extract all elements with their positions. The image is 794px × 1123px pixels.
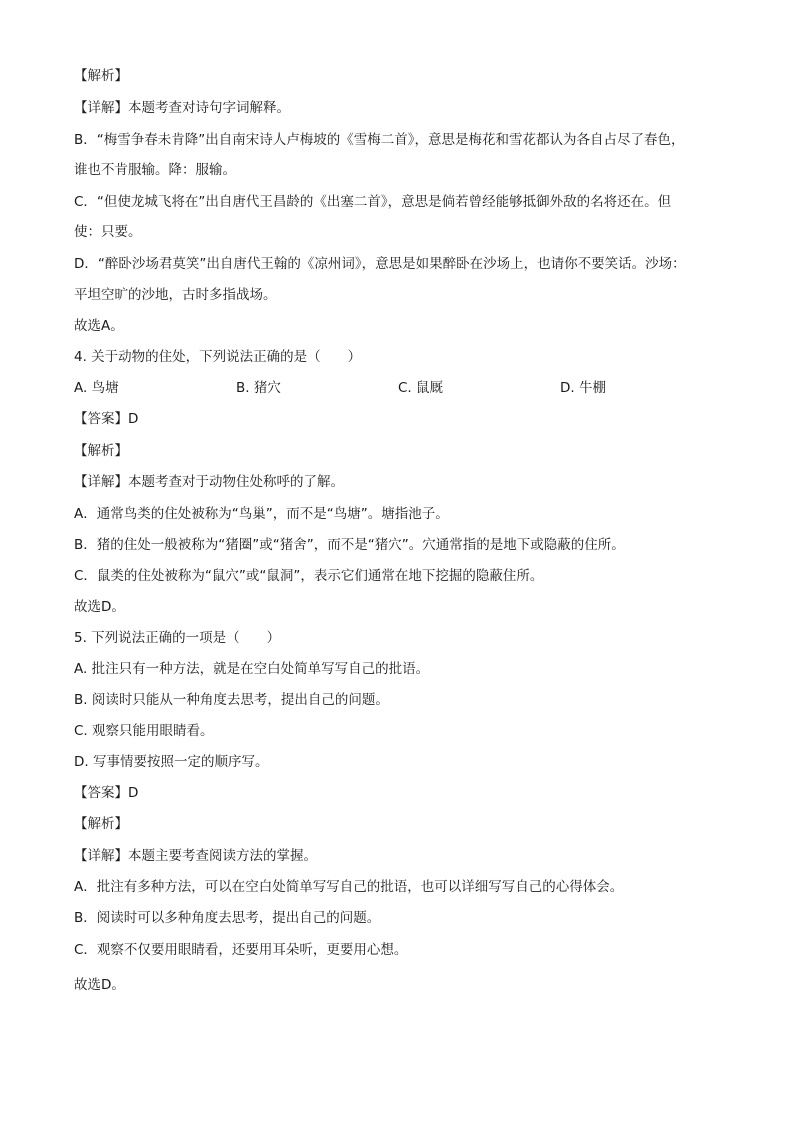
q3-option-b-explanation-1: B．“梅雪争春未肯降”出自南宋诗人卢梅坡的《雪梅二首》，意思是梅花和雪花都认为各自占尽了春色， [74, 132, 685, 148]
q4-stem: 4. 关于动物的住处，下列说法正确的是（ ） [74, 349, 362, 365]
q3-option-d-explanation-2: 平坦空旷的沙地，古时多指战场。 [74, 287, 277, 303]
q3-analysis-label: 【解析】 [74, 68, 128, 84]
q5-option-a-explanation: A．批注有多种方法，可以在空白处简单写写自己的批语，也可以详细写写自己的心得体会。 [74, 879, 624, 895]
q3-option-c-explanation-2: 使：只要。 [74, 224, 142, 240]
q3-detail: 【详解】本题考查对诗句字词解释。 [74, 100, 290, 116]
q5-option-b: B. 阅读时只能从一种角度去思考，提出自己的问题。 [74, 692, 389, 708]
q5-option-a: A. 批注只有一种方法，就是在空白处简单写写自己的批语。 [74, 661, 430, 677]
q4-analysis-label: 【解析】 [74, 443, 128, 459]
q5-option-c: C. 观察只能用眼睛看。 [74, 723, 214, 739]
q3-option-c-explanation-1: C．“但使龙城飞将在”出自唐代王昌龄的《出塞二首》，意思是倘若曾经能够抵御外敌的名将还在。但 [74, 194, 672, 210]
q5-detail: 【详解】本题主要考查阅读方法的掌握。 [74, 848, 317, 864]
q5-stem: 5. 下列说法正确的一项是（ ） [74, 630, 281, 646]
q4-option-c-explanation: C．鼠类的住处被称为“鼠穴”或“鼠洞”，表示它们通常在地下挖掘的隐蔽住所。 [74, 568, 544, 584]
q3-conclusion: 故选A。 [74, 318, 124, 334]
q5-analysis-label: 【解析】 [74, 816, 128, 832]
q5-answer: 【答案】D [74, 785, 139, 801]
q4-option-b-explanation: B．猪的住处一般被称为“猪圈”或“猪舍”，而不是“猪穴”。穴通常指的是地下或隐蔽的住所。 [74, 537, 625, 553]
q5-option-c-explanation: C．观察不仅要用眼睛看，还要用耳朵听，更要用心想。 [74, 942, 408, 958]
q4-answer: 【答案】D [74, 411, 139, 427]
q4-option-b: B. 猪穴 [236, 380, 281, 396]
q5-option-b-explanation: B．阅读时可以多种角度去思考，提出自己的问题。 [74, 910, 381, 926]
q4-option-d: D. 牛棚 [560, 380, 606, 396]
q4-option-a: A. 鸟塘 [74, 380, 119, 396]
q4-options [74, 378, 724, 398]
q3-option-d-explanation-1: D．“醉卧沙场君莫笑”出自唐代王翰的《凉州词》，意思是如果醉卧在沙场上，也请你不要笑话。沙场： [74, 256, 686, 272]
q4-detail: 【详解】本题考查对于动物住处称呼的了解。 [74, 474, 344, 490]
q4-option-a-explanation: A．通常鸟类的住处被称为“鸟巢”，而不是“鸟塘”。塘指池子。 [74, 506, 449, 522]
q5-conclusion: 故选D。 [74, 977, 125, 993]
q4-conclusion: 故选D。 [74, 599, 125, 615]
q4-option-c: C. 鼠厩 [398, 380, 444, 396]
q5-option-d: D. 写事情要按照一定的顺序写。 [74, 754, 269, 770]
q3-option-b-explanation-2: 谁也不肯服输。降：服输。 [74, 162, 236, 178]
